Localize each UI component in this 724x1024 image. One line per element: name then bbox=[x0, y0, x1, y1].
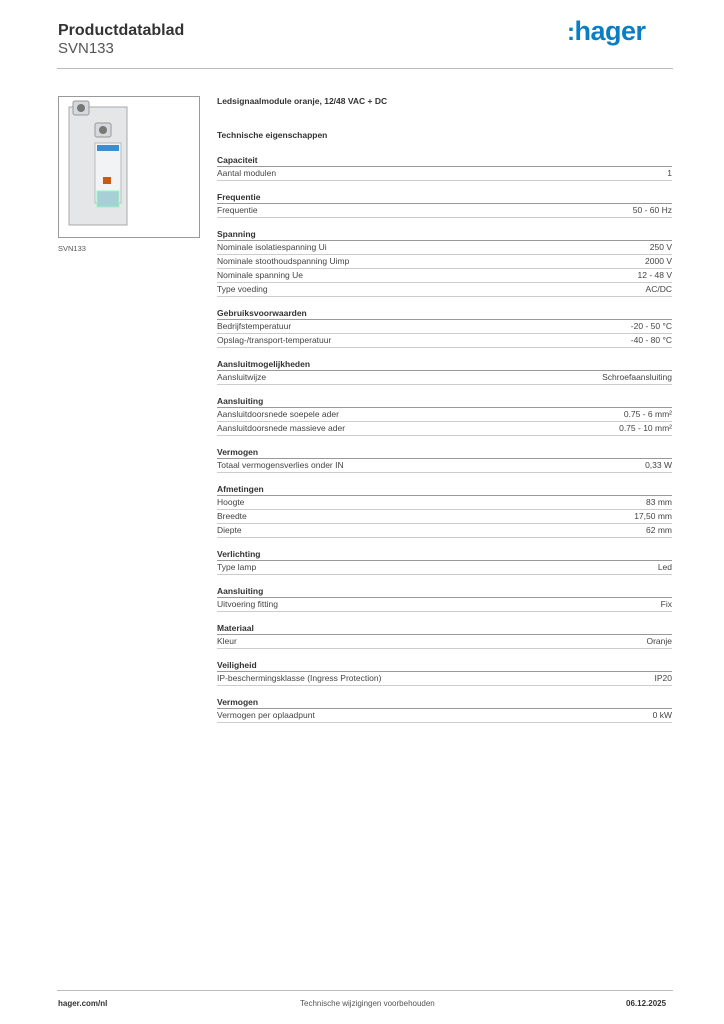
spec-label: Nominale isolatiespanning Ui bbox=[217, 242, 327, 252]
section-title: Gebruiksvoorwaarden bbox=[217, 308, 672, 320]
page-title: Productdatablad bbox=[58, 22, 185, 39]
spec-section bbox=[217, 155, 672, 181]
image-caption: SVN133 bbox=[58, 244, 86, 253]
spec-row bbox=[217, 241, 672, 255]
spec-value: 83 mm bbox=[646, 497, 672, 507]
spec-row bbox=[217, 371, 672, 385]
spec-value: AC/DC bbox=[645, 284, 672, 294]
spec-row bbox=[217, 524, 672, 538]
logo-text: hager bbox=[574, 16, 646, 46]
spec-section bbox=[217, 396, 672, 436]
spec-value: 0.75 - 10 mm² bbox=[619, 423, 672, 433]
spec-value: 50 - 60 Hz bbox=[632, 205, 672, 215]
spec-value: 0,33 W bbox=[645, 460, 672, 470]
spec-row bbox=[217, 635, 672, 649]
spec-section bbox=[217, 192, 672, 218]
spec-value: 2000 V bbox=[645, 256, 672, 266]
spec-row bbox=[217, 510, 672, 524]
spec-row bbox=[217, 709, 672, 723]
spec-label: Diepte bbox=[217, 525, 242, 535]
section-title: Vermogen bbox=[217, 447, 672, 459]
spec-row bbox=[217, 459, 672, 473]
product-description: Ledsignaalmodule oranje, 12/48 VAC + DC bbox=[217, 96, 388, 106]
section-title: Aansluiting bbox=[217, 396, 672, 408]
header-divider bbox=[57, 68, 673, 69]
product-code: SVN133 bbox=[58, 40, 114, 57]
spec-label: Hoogte bbox=[217, 497, 245, 507]
spec-row bbox=[217, 204, 672, 218]
spec-value: Oranje bbox=[646, 636, 672, 646]
spec-value: 1 bbox=[667, 168, 672, 178]
spec-row bbox=[217, 334, 672, 348]
spec-row bbox=[217, 598, 672, 612]
spec-section bbox=[217, 447, 672, 473]
spec-sections bbox=[217, 155, 672, 723]
spec-content bbox=[217, 96, 672, 723]
section-title: Aansluitmogelijkheden bbox=[217, 359, 672, 371]
hager-logo[interactable]: :hager bbox=[567, 16, 646, 46]
spec-value: Schroefaansluiting bbox=[602, 372, 672, 382]
spec-row bbox=[217, 320, 672, 334]
section-title: Afmetingen bbox=[217, 484, 672, 496]
spec-label: Aansluitdoorsnede massieve ader bbox=[217, 423, 346, 433]
section-title: Spanning bbox=[217, 229, 672, 241]
spec-section bbox=[217, 229, 672, 297]
spec-row bbox=[217, 672, 672, 686]
spec-value: 12 - 48 V bbox=[637, 270, 672, 280]
footer-date: 06.12.2025 bbox=[626, 999, 667, 1008]
spec-value: -40 - 80 °C bbox=[630, 335, 672, 345]
spec-label: Vermogen per oplaadpunt bbox=[217, 710, 315, 720]
spec-label: Nominale spanning Ue bbox=[217, 270, 303, 280]
spec-section bbox=[217, 660, 672, 686]
spec-value: 250 V bbox=[649, 242, 672, 252]
spec-value: -20 - 50 °C bbox=[630, 321, 672, 331]
spec-label: Nominale stoothoudspanning Uimp bbox=[217, 256, 350, 266]
spec-value: IP20 bbox=[654, 673, 672, 683]
spec-row bbox=[217, 167, 672, 181]
spec-value: 0.75 - 6 mm² bbox=[623, 409, 672, 419]
spec-label: Frequentie bbox=[217, 205, 258, 215]
section-title: Capaciteit bbox=[217, 155, 672, 167]
spec-value: Fix bbox=[660, 599, 672, 609]
spec-section bbox=[217, 697, 672, 723]
section-title: Vermogen bbox=[217, 697, 672, 709]
spec-label: Aantal modulen bbox=[217, 168, 277, 178]
spec-value: 0 kW bbox=[652, 710, 672, 720]
spec-label: Type voeding bbox=[217, 284, 268, 294]
spec-value: Led bbox=[657, 562, 672, 572]
spec-row bbox=[217, 496, 672, 510]
section-title: Materiaal bbox=[217, 623, 672, 635]
spec-value: 62 mm bbox=[646, 525, 672, 535]
spec-section bbox=[217, 623, 672, 649]
spec-label: Kleur bbox=[217, 636, 237, 646]
spec-label: Aansluitdoorsnede soepele ader bbox=[217, 409, 339, 419]
product-image bbox=[58, 96, 200, 238]
section-title: Veiligheid bbox=[217, 660, 672, 672]
spec-label: Bedrijfstemperatuur bbox=[217, 321, 292, 331]
spec-label: Aansluitwijze bbox=[217, 372, 267, 382]
spec-label: Opslag-/transport-temperatuur bbox=[217, 335, 332, 345]
spec-section bbox=[217, 586, 672, 612]
spec-section bbox=[217, 484, 672, 538]
spec-row bbox=[217, 408, 672, 422]
section-title: Verlichting bbox=[217, 549, 672, 561]
spec-row bbox=[217, 255, 672, 269]
spec-label: Breedte bbox=[217, 511, 247, 521]
section-title: Aansluiting bbox=[217, 586, 672, 598]
spec-label: Uitvoering fitting bbox=[217, 599, 278, 609]
footer-notice: Technische wijzigingen voorbehouden bbox=[300, 999, 435, 1008]
spec-row bbox=[217, 561, 672, 575]
footer-website-link[interactable]: hager.com/nl bbox=[58, 999, 108, 1008]
spec-row bbox=[217, 269, 672, 283]
spec-value: 17,50 mm bbox=[634, 511, 672, 521]
spec-section bbox=[217, 359, 672, 385]
spec-label: Type lamp bbox=[217, 562, 257, 572]
spec-row bbox=[217, 422, 672, 436]
spec-row bbox=[217, 283, 672, 297]
spec-label: Totaal vermogensverlies onder IN bbox=[217, 460, 344, 470]
spec-label: IP-beschermingsklasse (Ingress Protection) bbox=[217, 673, 382, 683]
spec-section bbox=[217, 549, 672, 575]
spec-section bbox=[217, 308, 672, 348]
module-illustration bbox=[59, 97, 199, 237]
tech-heading: Technische eigenschappen bbox=[217, 130, 328, 140]
footer-divider bbox=[57, 990, 673, 991]
section-title: Frequentie bbox=[217, 192, 672, 204]
